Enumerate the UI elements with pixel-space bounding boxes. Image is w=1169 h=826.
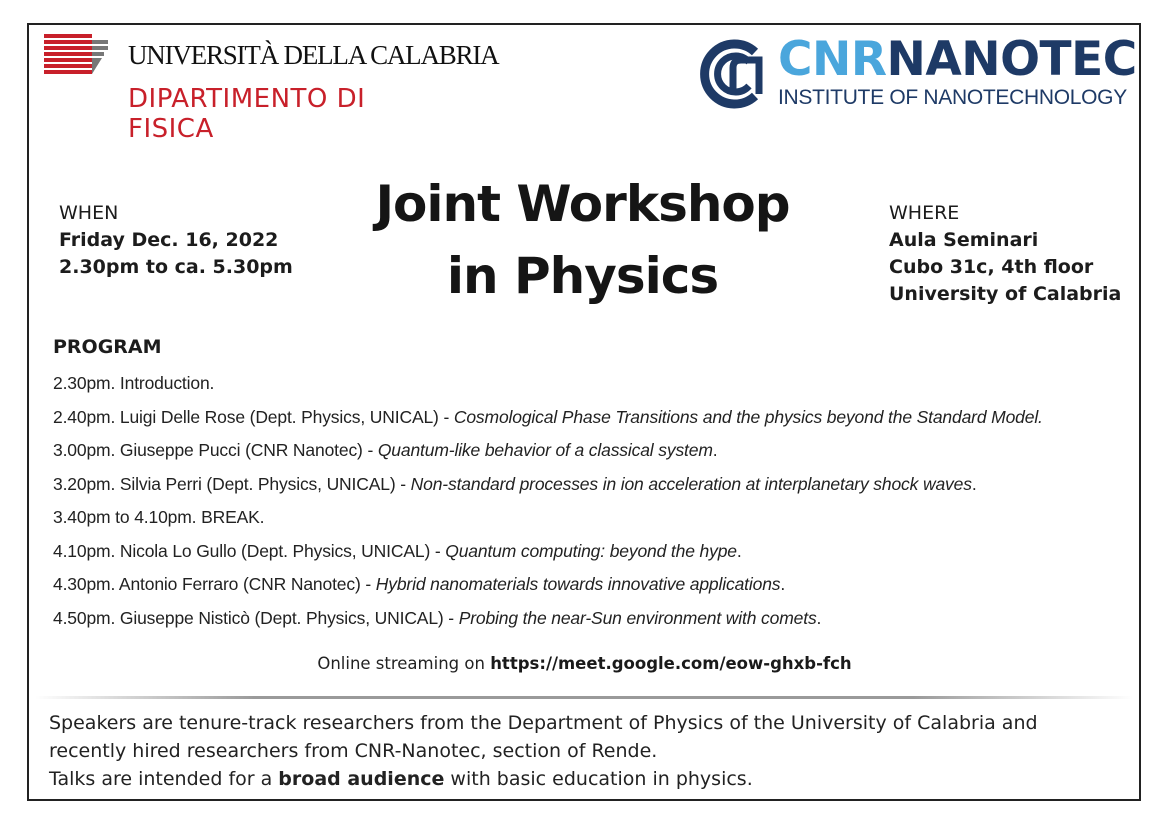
footer-note	[49, 709, 1129, 793]
program-item-end: .	[971, 473, 977, 494]
program-item-end: .	[780, 574, 786, 594]
department-line1: DIPARTIMENTO DI	[128, 84, 366, 114]
department-line2: FISICA	[128, 114, 214, 144]
cnr-word-part1: CNR	[778, 32, 887, 87]
page-title	[330, 168, 835, 312]
program-item-lead: 4.30pm. Antonio Ferraro (CNR Nanotec) -	[53, 574, 376, 594]
streaming-label: Online streaming on	[317, 654, 491, 673]
footer-line3-end: with basic education in physics.	[444, 768, 753, 790]
university-name: UNIVERSITÀ DELLA CALABRIA	[128, 40, 499, 70]
program-item	[53, 504, 1043, 538]
program-item-end: .	[712, 440, 718, 460]
where-room: Aula Seminari	[889, 229, 1039, 251]
program-item	[53, 404, 1043, 438]
cnr-subtitle: INSTITUTE OF NANOTECHNOLOGY	[778, 86, 1127, 109]
unical-logo-mark	[44, 34, 108, 76]
program-list	[53, 370, 1043, 638]
when-time: 2.30pm to ca. 5.30pm	[59, 256, 293, 278]
program-item	[53, 437, 1043, 471]
program-item-lead: 3.00pm. Giuseppe Pucci (CNR Nanotec) -	[53, 440, 378, 460]
where-institution: University of Calabria	[889, 283, 1122, 305]
title-line1: Joint Workshop	[375, 175, 790, 233]
program-item-talk: Probing the near-Sun environment with comets	[458, 607, 817, 628]
title-line2: in Physics	[446, 247, 719, 305]
when-heading: WHEN	[59, 202, 119, 224]
program-item	[53, 370, 1043, 404]
when-date: Friday Dec. 16, 2022	[59, 229, 279, 251]
program-item	[53, 471, 1043, 505]
streaming-line	[0, 654, 1169, 673]
footer-divider	[35, 696, 1133, 699]
program-item-talk: Quantum computing: beyond the hype	[445, 540, 737, 561]
footer-line3-start: Talks are intended for a	[49, 768, 279, 790]
cnr-word-part2: NANOTEC	[886, 32, 1137, 87]
program-item-lead: 4.10pm. Nicola Lo Gullo (Dept. Physics, UNICAL) -	[53, 540, 446, 561]
streaming-link[interactable]: https://meet.google.com/eow-ghxb-fch	[490, 654, 852, 673]
department-name	[128, 84, 365, 144]
program-item-lead: 4.50pm. Giuseppe Nisticò (Dept. Physics, UNICAL) -	[53, 607, 459, 628]
footer-line2: recently hired researchers from CNR-Nanotec, section of Rende.	[49, 740, 658, 762]
where-heading: WHERE	[889, 202, 960, 224]
program-heading: PROGRAM	[53, 336, 162, 358]
where-building: Cubo 31c, 4th floor	[889, 256, 1094, 278]
program-item	[53, 571, 1043, 605]
footer-line1: Speakers are tenure-track researchers from the Department of Physics of the University of Calabria and	[49, 712, 1038, 734]
program-item-talk: Cosmological Phase Transitions and the physics beyond the Standard Model.	[453, 406, 1043, 427]
program-item-talk: Hybrid nanomaterials towards innovative applications	[375, 574, 781, 594]
program-item-lead: 3.40pm to 4.10pm. BREAK.	[53, 507, 265, 527]
program-item-lead: 2.30pm. Introduction.	[53, 373, 215, 393]
footer-line3-bold: broad audience	[278, 768, 445, 790]
footer-line3	[49, 765, 1129, 793]
program-item	[53, 538, 1043, 572]
program-item-lead: 2.40pm. Luigi Delle Rose (Dept. Physics, UNICAL) -	[53, 406, 454, 427]
where-block	[889, 200, 1121, 308]
when-block	[59, 200, 293, 281]
cnr-logo-mark	[693, 38, 769, 110]
program-item-talk: Non-standard processes in ion acceleration at interplanetary shock waves	[410, 473, 972, 494]
program-item-lead: 3.20pm. Silvia Perri (Dept. Physics, UNICAL) -	[53, 473, 411, 494]
program-item	[53, 605, 1043, 639]
program-item-talk: Quantum-like behavior of a classical system	[377, 440, 713, 460]
program-item-end: .	[736, 540, 742, 561]
program-item-end: .	[816, 607, 822, 628]
cnr-nanotec-logo-text	[778, 32, 1137, 88]
